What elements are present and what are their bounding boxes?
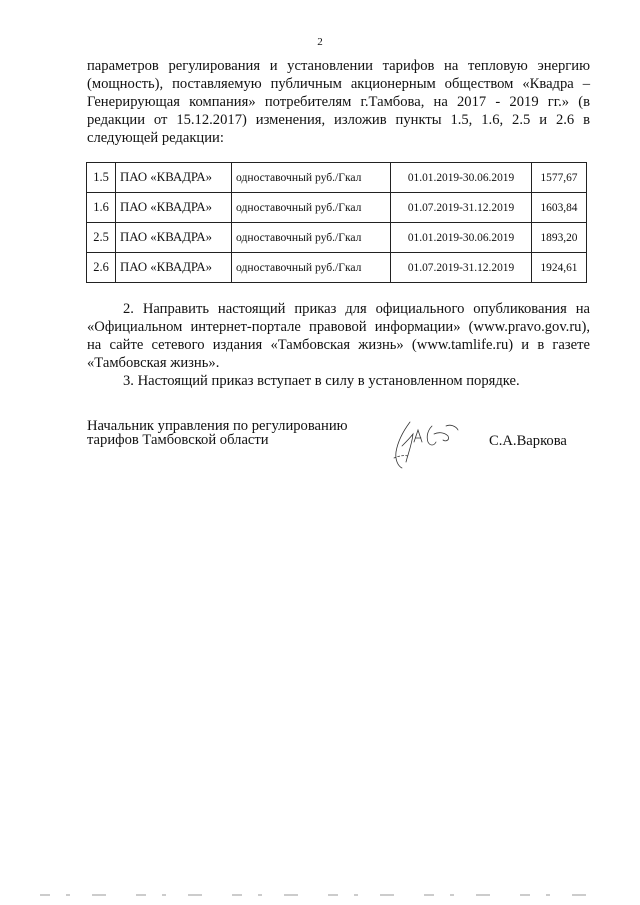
organization-cell: ПАО «КВАДРА» [116, 193, 232, 223]
period-cell: 01.07.2019-31.12.2019 [391, 193, 532, 223]
page-number: 2 [317, 36, 323, 48]
period-cell: 01.07.2019-31.12.2019 [391, 253, 532, 283]
intro-line: редакции от 15.12.2017) изменения, изложив пункты 1.5, 1.6, 2.5 и 2.6 в [87, 112, 590, 128]
signatory-name: С.А.Варкова [489, 433, 567, 449]
organization-cell: ПАО «КВАДРА» [116, 253, 232, 283]
row-number-cell: 2.5 [87, 223, 116, 253]
paragraph-line: 3. Настоящий приказ вступает в силу в установленном порядке. [123, 373, 520, 389]
paragraph-line: 2. Направить настоящий приказ для официального опубликования на [123, 301, 590, 317]
organization-cell: ПАО «КВАДРА» [116, 163, 232, 193]
tariff-type-cell: одноставочный руб./Гкал [232, 193, 391, 223]
tariff-type-cell: одноставочный руб./Гкал [232, 163, 391, 193]
tariff-value-cell: 1924,61 [532, 253, 587, 283]
row-number-cell: 1.6 [87, 193, 116, 223]
row-number-cell: 2.6 [87, 253, 116, 283]
intro-line: (мощность), поставляемую публичным акционерным обществом «Квадра – [87, 76, 590, 92]
tariff-value-cell: 1577,67 [532, 163, 587, 193]
tariff-table [86, 162, 587, 283]
paragraph-2 [87, 300, 590, 372]
intro-paragraph [87, 57, 590, 147]
row-number-cell: 1.5 [87, 163, 116, 193]
tariff-value-cell: 1893,20 [532, 223, 587, 253]
position-line: Начальник управления по регулированию [87, 418, 348, 434]
intro-line: Генерирующая компания» потребителям г.Тамбова, на 2017 - 2019 гг.» (в [87, 94, 590, 110]
tariff-type-cell: одноставочный руб./Гкал [232, 223, 391, 253]
tariff-value-cell: 1603,84 [532, 193, 587, 223]
handwritten-signature [388, 412, 468, 474]
paragraph-line: на сайте сетевого издания «Тамбовская жизнь» (www.tamlife.ru) и в газете [87, 337, 590, 353]
intro-line: параметров регулирования и установлении тарифов на тепловую энергию [87, 58, 590, 74]
tariff-type-cell: одноставочный руб./Гкал [232, 253, 391, 283]
table-row [87, 163, 587, 193]
period-cell: 01.01.2019-30.06.2019 [391, 163, 532, 193]
intro-line: следующей редакции: [87, 130, 224, 146]
signatory-position [87, 419, 348, 447]
paragraph-line: «Тамбовская жизнь». [87, 355, 220, 371]
scan-edge-marks [40, 892, 600, 898]
paragraph-line: «Официальном интернет-портале правовой информации» (www.pravo.gov.ru), [87, 319, 590, 335]
organization-cell: ПАО «КВАДРА» [116, 223, 232, 253]
position-line: тарифов Тамбовской области [87, 432, 269, 448]
table-row [87, 193, 587, 223]
table-row [87, 223, 587, 253]
paragraph-3 [87, 372, 590, 390]
period-cell: 01.01.2019-30.06.2019 [391, 223, 532, 253]
table-row [87, 253, 587, 283]
